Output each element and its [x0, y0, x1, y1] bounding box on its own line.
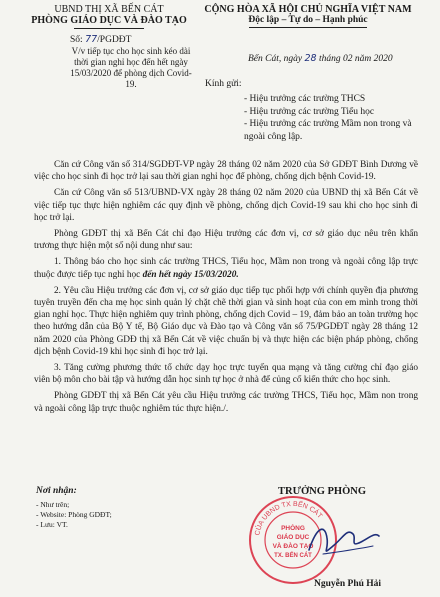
motto-underline	[249, 27, 367, 28]
national-motto-header	[188, 4, 428, 28]
seal-ring-text: CỦA UBND TX BẾN CÁT	[254, 500, 324, 537]
distribution-item: - Lưu: VT.	[36, 520, 68, 529]
signer-name: Nguyễn Phú Hải	[314, 579, 382, 589]
national-motto: Độc lập – Tự do – Hạnh phúc	[248, 15, 368, 25]
agency-name: PHÒNG GIÁO DỤC VÀ ĐÀO TẠO	[31, 15, 187, 26]
handwritten-number: 77	[85, 34, 98, 45]
recipient-item: - Hiệu trưởng các trường Mầm non trong và ngoài công lập.	[244, 119, 412, 142]
parent-agency: UBND THỊ XÃ BẾN CÁT	[54, 4, 164, 15]
document-body	[34, 159, 418, 419]
recipients-list	[244, 93, 429, 143]
seal-text: PHÒNG	[281, 525, 305, 532]
body-paragraph: Căn cứ Công văn số 513/UBND-VX ngày 28 tháng 02 năm 2020 của UBND thị xã Bến Cát về việc tiếp tục thực hiện nghiêm các quy định về phòng, chống dịch Covid-19 sau khi cho học sinh đi học trở lại.	[34, 188, 418, 223]
date-line: Bến Cát, ngày 28 tháng 02 năm 2020	[248, 53, 393, 64]
handwritten-signature	[303, 516, 383, 564]
handwritten-day: 28	[304, 53, 317, 64]
distribution-item: - Website: Phòng GDĐT;	[36, 510, 112, 519]
document-subject: V/v tiếp tục cho học sinh kéo dài thời gian nghỉ học đến hết ngày 15/03/2020 để phòng dịch Covid-19.	[70, 46, 192, 89]
body-paragraph: Phòng GDĐT thị xã Bến Cát chỉ đạo Hiệu trưởng các đơn vị, cơ sở giáo dục nêu trên khẩn trương thực hiện một số nội dung như sau:	[34, 229, 418, 252]
distribution-item: - Như trên;	[36, 500, 70, 509]
body-paragraph: Phòng GDĐT thị xã Bến Cát yêu cầu Hiệu trưởng các trường THCS, Tiểu học, Mầm non trong và ngoài công lập trực thuộc nghiêm túc thực hiện./.	[34, 391, 418, 414]
body-paragraph: 2. Yêu cầu Hiệu trưởng các đơn vị, cơ sở giáo dục tiếp tục phối hợp với chính quyền địa phương tuyên truyền đến cha mẹ học sinh quản lý chặt chẽ thời gian và sinh hoạt của con em mình trong thời gian nghỉ học. Thực hiện nghiêm quy trình phòng, chống dịch Covid – 19, đảm bảo an toàn trường học theo hướng dẫn của Bộ Y tế, Bộ Giáo dục và Đào tạo và Công văn số 75/PGDĐT ngày 28 tháng 12 năm 2020 của Phòng GDĐ thị xã Bến Cát về việc chuẩn bị và thực hiện các biện pháp phòng, chống dịch bệnh Covid-19 khi học sinh đi học trở lại.	[34, 285, 418, 357]
seal-text: VÀ ĐÀO TẠO	[272, 543, 314, 550]
body-paragraph: Căn cứ Công văn số 314/SGDĐT-VP ngày 28 tháng 02 năm 2020 của Sở GDĐT Bình Dương về việc cho học sinh đi học trở lại sau thời gian nghỉ học để phòng, chống dịch bệnh Covid-19.	[34, 160, 418, 183]
signer-title: TRƯỞNG PHÒNG	[278, 486, 366, 497]
recipients-label: Kính gửi:	[205, 79, 242, 89]
document-number: Số: 77/PGDĐT	[70, 34, 132, 45]
body-paragraph: 1. Thông báo cho học sinh các trường THCS, Tiểu học, Mầm non trong và ngoài công lập trực thuộc được tiếp tục nghỉ học đến hết ngày 15/03/2020.	[34, 257, 418, 280]
recipient-item: - Hiệu trưởng các trường THCS	[244, 94, 366, 104]
deadline-emphasis: đến hết ngày 15/03/2020.	[142, 269, 239, 280]
seal-text: TX. BẾN CÁT	[274, 553, 312, 559]
body-paragraph: 3. Tăng cường phương thức tổ chức dạy học trực tuyến qua mạng và tăng cường chỉ đạo giáo viên bộ môn cho bài tập và hướng dẫn học sinh tự học ở nhà để củng cố kiến thức cho học sinh.	[34, 363, 418, 386]
agency-underline	[74, 28, 144, 29]
recipient-item: - Hiệu trưởng các trường Tiểu học	[244, 106, 375, 117]
distribution-label: Nơi nhận:	[36, 486, 77, 496]
country-name: CỘNG HÒA XÃ HỘI CHỦ NGHĨA VIỆT NAM	[204, 4, 412, 15]
seal-text: GIÁO DỤC	[276, 534, 310, 541]
distribution-list	[36, 500, 112, 530]
issuing-agency-header	[30, 4, 188, 29]
